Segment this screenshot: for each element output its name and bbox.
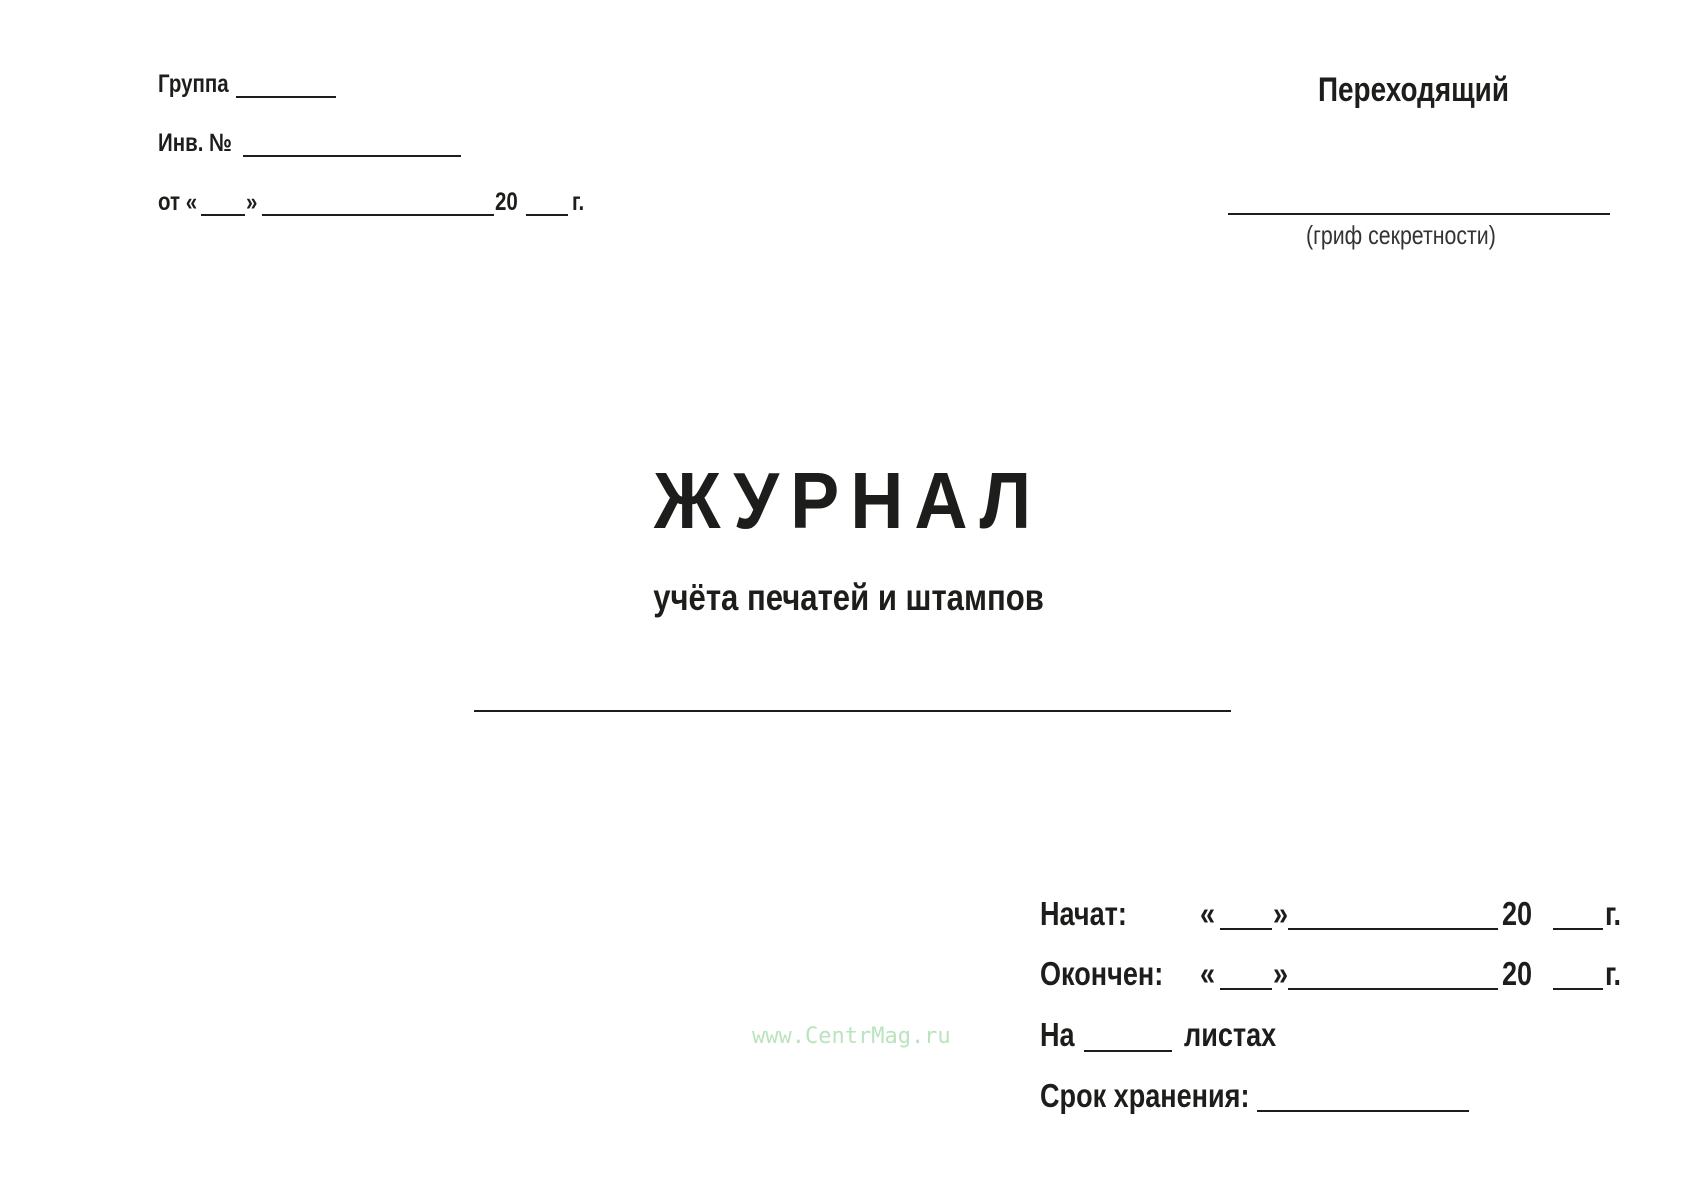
date-quote-close: » [246,188,258,216]
group-label: Группа [158,70,229,98]
started-quote-open: « [1200,895,1216,932]
started-year-line[interactable] [1553,928,1603,930]
watermark: www.CentrMag.ru [752,1024,951,1049]
ended-month-line[interactable] [1288,988,1498,990]
date-year-prefix: 20 [495,188,518,216]
document-subtitle: учёта печатей и штампов [653,577,1044,618]
date-year-suffix: г. [572,188,585,216]
inv-field-line[interactable] [243,155,461,157]
title-field-line[interactable] [474,710,1231,712]
date-from-label: от « [158,188,198,216]
sheets-count-line[interactable] [1084,1050,1172,1052]
ended-year-prefix: 20 [1502,955,1533,992]
ended-day-line[interactable] [1220,988,1272,990]
secrecy-caption: (гриф секретности) [1306,220,1496,250]
date-year-line[interactable] [526,214,568,216]
ended-year-line[interactable] [1553,988,1603,990]
ended-label: Окончен: [1040,955,1164,992]
started-month-line[interactable] [1288,928,1498,930]
inv-label: Инв. № [158,129,232,157]
started-day-line[interactable] [1220,928,1272,930]
date-day-line[interactable] [201,214,245,216]
started-quote-close: » [1273,895,1289,932]
storage-field-line[interactable] [1257,1110,1469,1112]
group-field-line[interactable] [236,96,336,98]
secrecy-field-line[interactable] [1228,213,1610,215]
date-month-line[interactable] [262,214,494,216]
ended-quote-open: « [1200,955,1216,992]
sheets-suffix: листах [1184,1016,1277,1053]
started-label: Начат: [1040,895,1127,932]
started-year-prefix: 20 [1502,895,1533,932]
ended-quote-close: » [1273,955,1289,992]
sheets-prefix: На [1040,1016,1075,1053]
storage-label: Срок хранения: [1040,1077,1250,1114]
ended-year-suffix: г. [1605,955,1622,992]
started-year-suffix: г. [1605,895,1622,932]
status-label: Переходящий [1318,71,1509,109]
document-title: ЖУРНАЛ [654,456,1043,545]
